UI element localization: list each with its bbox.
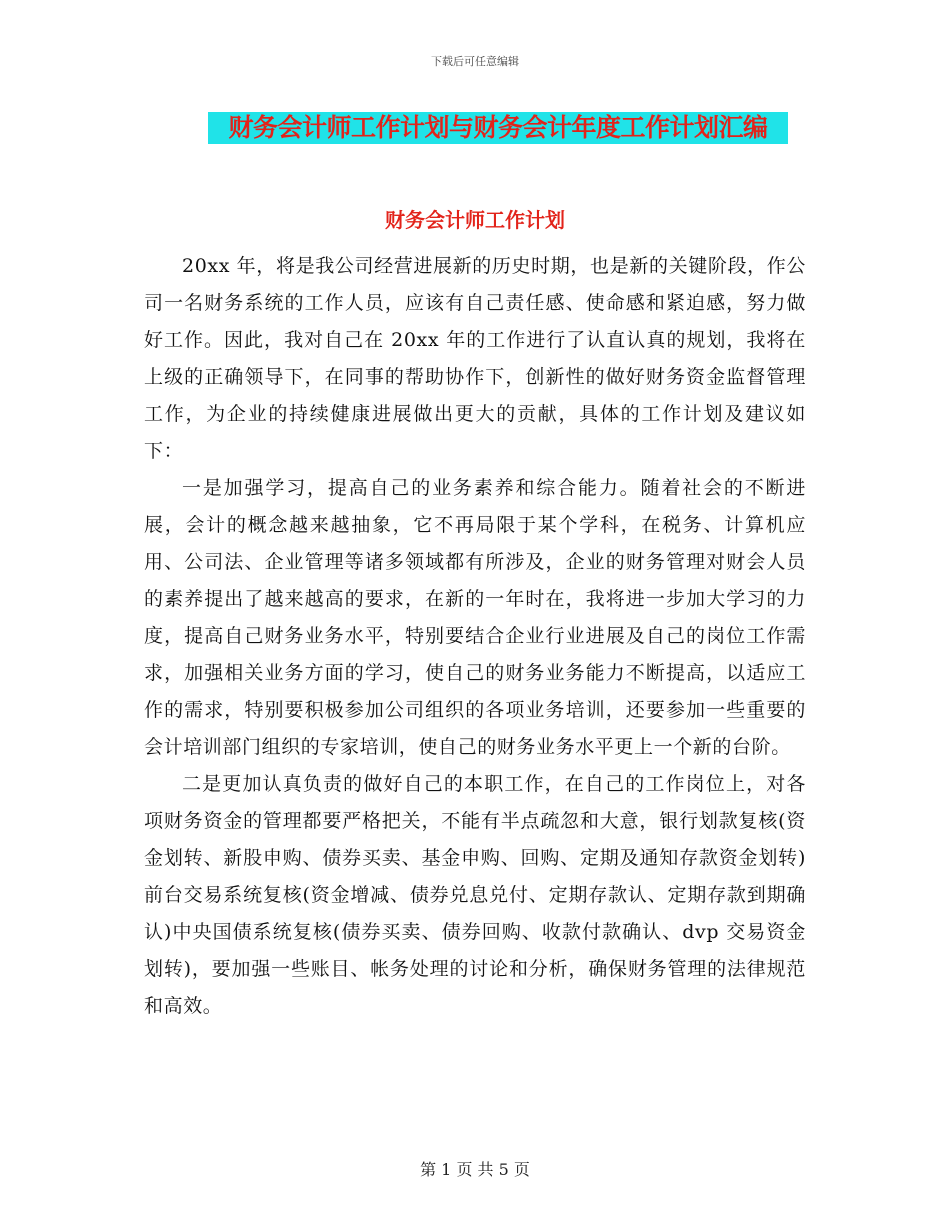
paragraph-intro: 20xx 年，将是我公司经营进展新的历史时期，也是新的关键阶段，作公司一名财务系统的工作人员，应该有自己责任感、使命感和紧迫感，努力做好工作。因此，我对自己在 20xx 年的工作进行了认直认真的规划，我将在上级的正确领导下，在同事的帮助协作下，创新性的做好财务资金监督管理工作，为企业的持续健康进展做出更大的贡献，具体的工作计划及建议如下： [144,255,806,462]
paragraph-study: 一是加强学习，提高自己的业务素养和综合能力。随着社会的不断进展，会计的概念越来越抽象，它不再局限于某个学科，在税务、计算机应用、公司法、企业管理等诸多领域都有所涉及，企业的财务管理对财会人员的素养提出了越来越高的要求，在新的一年时在，我将进一步加大学习的力度，提高自己财务业务水平，特别要结合企业行业进展及自己的岗位工作需求，加强相关业务方面的学习，使自己的财务业务能力不断提高，以适应工作的需求，特别要积极参加公司组织的各项业务培训，还要参加一些重要的会计培训部门组织的专家培训，使自己的财务业务水平更上一个新的台阶。 [144,477,806,758]
section-title: 财务会计师工作计划 [385,208,565,232]
document-main-title: 财务会计师工作计划与财务会计年度工作计划汇编 [208,112,788,144]
paragraph-duty: 二是更加认真负责的做好自己的本职工作，在自己的工作岗位上，对各项财务资金的管理都要严格把关，不能有半点疏忽和大意，银行划款复核(资金划转、新股申购、债券买卖、基金申购、回购、定期及通知存款资金划转)前台交易系统复核(资金增减、债券兑息兑付、定期存款认、定期存款到期确认)中央国债系统复核(债券买卖、债券回购、收款付款确认、dvp 交易资金划转)，要加强一些账目、帐务处理的讨论和分析，确保财务管理的法律规范和高效。 [144,773,806,1017]
document-body [144,248,806,1025]
header-note: 下载后可任意编辑 [431,55,519,68]
page-indicator: 第 1 页 共 5 页 [420,1160,530,1179]
